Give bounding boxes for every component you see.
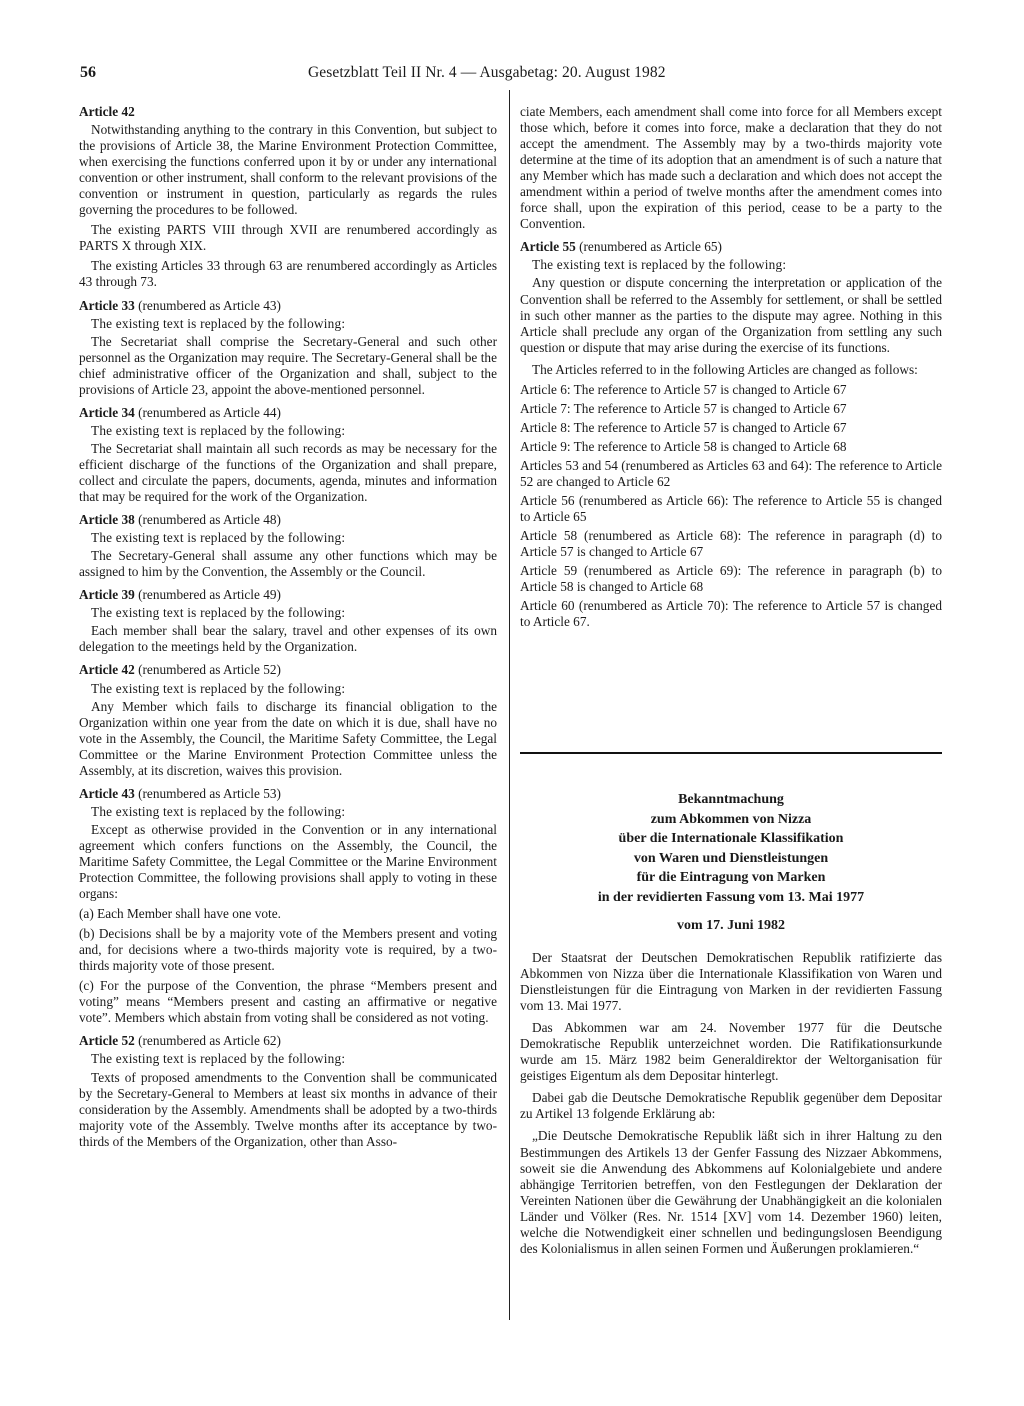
notice-title-line: von Waren und Dienstleistungen: [633, 850, 829, 866]
running-title: Gesetzblatt Teil II Nr. 4 — Ausgabetag: 20. August 1982: [308, 64, 666, 81]
list-item: (c) For the purpose of the Convention, the phrase “Members present and voting” means “Members present and casting an affirmative or negative vote”. Members which abstain from voting shall be considered as not voting.: [79, 978, 497, 1026]
left-column: [79, 104, 497, 1154]
article-paragraph: The Secretariat shall comprise the Secretary-General and such other personnel as the Organization may require. The Secretary-General shall be the chief administrative officer of the Organization and shall, subject to the provisions of Article 23, appoint the above-mentioned personnel.: [79, 333, 497, 397]
article-heading: Article 42 (renumbered as Article 52): [79, 662, 281, 678]
list-item: Article 9: The reference to Article 58 is changed to Article 68: [520, 438, 847, 454]
article-paragraph: Except as otherwise provided in the Convention or in any international agreement which confers functions on the Assembly, the Council, the Maritime Safety Committee, the Legal Committee or the Marine Environment Protection Committee, the following provisions shall apply to voting in these organs:: [79, 821, 497, 902]
replacement-note: The existing text is replaced by the following:: [91, 1051, 346, 1067]
article-heading: Article 42: [79, 104, 135, 119]
list-item: Article 6: The reference to Article 57 is changed to Article 67: [520, 381, 847, 397]
notice-paragraph: Der Staatsrat der Deutschen Demokratischen Republik ratifizierte das Abkommen von Nizza über die Internationale Klassifikation von Waren und Dienstleistungen für die Eintragung von Marken in der revidierten Fassung vom 13. Mai 1977.: [520, 950, 942, 1014]
article-paragraph: The Secretariat shall maintain all such records as may be necessary for the efficient discharge of the functions of the Organization and shall prepare, collect and circulate the papers, documents, agenda, minutes and information that may be required for the work of the Organization.: [79, 440, 497, 505]
notice-paragraph: Dabei gab die Deutsche Demokratische Republik gegenüber dem Depositar zu Artikel 13 folgende Erklärung ab:: [520, 1090, 942, 1122]
article-paragraph: Any Member which fails to discharge its financial obligation to the Organization within one year from the date on which it is due, shall have no vote in the Assembly, the Council, the Maritime Safety Committee, the Legal Committee or the Marine Environment Protection Committee unless the Assembly, at its discretion, waives this provision.: [79, 698, 497, 778]
page-header: [80, 62, 942, 84]
article-paragraph: The existing Articles 33 through 63 are renumbered accordingly as Articles 43 through 73.: [79, 258, 497, 290]
article-heading: Article 34 (renumbered as Article 44): [79, 404, 281, 420]
page-number: 56: [80, 64, 96, 81]
article-heading: Article 33 (renumbered as Article 43): [79, 297, 281, 313]
replacement-note: The existing text is replaced by the following:: [91, 422, 346, 438]
right-column: [520, 104, 942, 633]
replacement-note: The existing text is replaced by the following:: [91, 605, 346, 621]
column-divider: [509, 90, 510, 1320]
notice-date: vom 17. Juni 1982: [676, 917, 786, 933]
notice-title-line: zum Abkommen von Nizza: [650, 811, 812, 827]
article-heading: Article 43 (renumbered as Article 53): [79, 785, 281, 801]
replacement-note: The existing text is replaced by the following:: [91, 680, 346, 696]
notice-paragraph: Das Abkommen war am 24. November 1977 für die Deutsche Demokratische Republik unterzeichnet worden. Die Ratifikationsurkunde wurde am 15. März 1982 beim Generaldirektor der Weltorganisation für geistiges Eigentum als dem Depositar hinterlegt.: [520, 1020, 942, 1084]
list-item: Article 56 (renumbered as Article 66): The reference to Article 55 is changed to Article 65: [520, 493, 942, 525]
notice-title-line: in der revidierten Fassung vom 13. Mai 1977: [597, 889, 865, 905]
notice-title: [520, 790, 942, 935]
section-separator: [520, 752, 942, 754]
list-item: (a) Each Member shall have one vote.: [79, 906, 281, 922]
notice-paragraph: „Die Deutsche Demokratische Republik läßt sich in ihrer Haltung zu den Bestimmungen des Artikels 13 der Genfer Fassung des Nizzaer Abkommens, soweit sie die Anwendung des Abkommens auf Kolonialgebiete und andere abhängige Territorien betreffen, von den Festlegungen der Deklaration der Vereinten Nationen über die Gewährung der Unabhängigkeit an die kolonialen Länder und Völker (Res. Nr. 1514 [XV] vom 14. Dezember 1960) leiten, welche die Notwendigkeit einer schnellen und bedingungslosen Beendigung des Kolonialismus in allen seinen Formen und Äußerungen proklamieren.“: [520, 1128, 942, 1256]
replacement-note: The existing text is replaced by the following:: [91, 803, 346, 819]
article-paragraph: Each member shall bear the salary, travel and other expenses of its own delegation to the meetings held by the Organization.: [79, 623, 497, 655]
article-paragraph: The Secretary-General shall assume any other functions which may be assigned to him by the Convention, the Assembly or the Council.: [79, 548, 497, 580]
article-heading: Article 38 (renumbered as Article 48): [79, 512, 281, 528]
list-item: Article 59 (renumbered as Article 69): The reference in paragraph (b) to Article 58 is changed to Article 68: [520, 563, 942, 595]
article-paragraph: ciate Members, each amendment shall come into force for all Members except those which, before it comes into force, make a declaration that they do not accept the amendment. The Assembly may by a two-thirds majority vote determine at the time of its adoption that an amendment is of such a nature that any Member which has made such a declaration and which does not accept the amendment within a period of twelve months after the amendment comes into force shall, upon the expiration of this period, cease to be a party to the Convention.: [520, 104, 942, 232]
article-paragraph: Texts of proposed amendments to the Convention shall be communicated by the Secretary-General to Members at least six months in advance of their consideration by the Assembly. Amendments shall be adopted by a two-thirds majority vote of the Assembly. Twelve months after its acceptance by two-thirds of the Members of the Organization, other than Asso-: [79, 1069, 497, 1149]
list-item: Article 8: The reference to Article 57 is changed to Article 67: [520, 419, 847, 435]
replacement-note: The existing text is replaced by the following:: [532, 257, 787, 273]
article-heading: Article 52 (renumbered as Article 62): [79, 1033, 281, 1049]
replacement-note: The existing text is replaced by the following:: [91, 315, 346, 331]
list-item: Articles 53 and 54 (renumbered as Articles 63 and 64): The reference to Article 52 are changed to Article 62: [520, 457, 942, 489]
notice-title-line: über die Internationale Klassifikation: [618, 831, 844, 847]
article-paragraph: Any question or dispute concerning the interpretation or application of the Convention shall be referred to the Assembly for settlement, or shall be settled in such other manner as the parties to the dispute may agree. Nothing in this Article shall preclude any organ of the Organization from settling any such question or dispute that may arise during the exercise of its functions.: [520, 275, 942, 355]
article-paragraph: The Articles referred to in the following Articles are changed as follows:: [532, 361, 918, 377]
list-item: Article 58 (renumbered as Article 68): The reference in paragraph (d) to Article 57 is changed to Article 67: [520, 528, 942, 560]
list-item: Article 7: The reference to Article 57 is changed to Article 67: [520, 400, 847, 416]
article-paragraph: Notwithstanding anything to the contrary in this Convention, but subject to the provisions of Article 38, the Marine Environment Protection Committee, when exercising the functions conferred upon it by or under any international convention or other instrument, shall conform to the relevant provisions of the convention or instrument in question, particularly as regards the rules governing the procedures to be followed.: [79, 122, 497, 218]
notice-title-line: für die Eintragung von Marken: [636, 870, 826, 886]
article-paragraph: The existing PARTS VIII through XVII are renumbered accordingly as PARTS X through XIX.: [79, 222, 497, 254]
notice-body: [520, 950, 942, 1263]
list-item: (b) Decisions shall be by a majority vote of the Members present and voting and, for decisions where a two-thirds majority vote is required, by a two-thirds majority vote of those present.: [79, 926, 497, 974]
notice-title-line: Bekanntmachung: [678, 792, 784, 807]
article-heading: Article 55 (renumbered as Article 65): [520, 239, 722, 255]
list-item: Article 60 (renumbered as Article 70): The reference to Article 57 is changed to Article 67.: [520, 598, 942, 630]
replacement-note: The existing text is replaced by the following:: [91, 530, 346, 546]
article-heading: Article 39 (renumbered as Article 49): [79, 587, 281, 603]
